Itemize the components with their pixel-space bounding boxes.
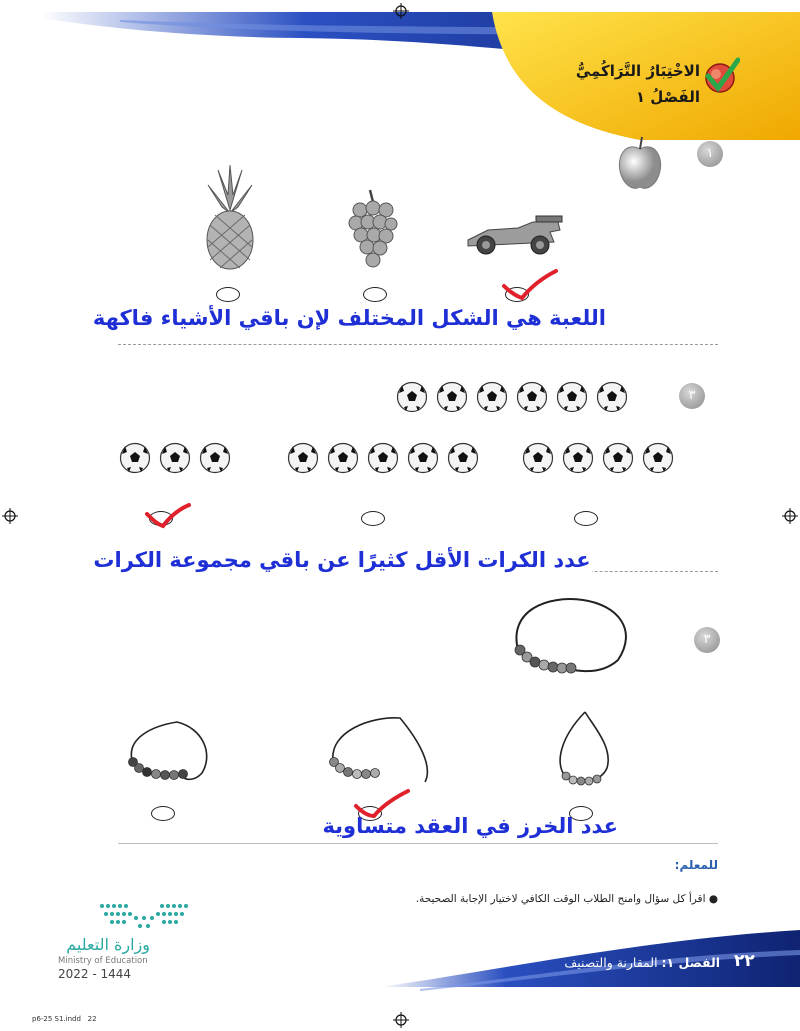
soccer-ball-icon [396, 381, 428, 413]
file-label: p6-25 S1.indd 22 [32, 1015, 97, 1023]
crop-mark-icon [393, 1012, 409, 1028]
grapes-icon [348, 188, 398, 270]
header-title [560, 62, 700, 106]
soccer-ball-icon [367, 442, 399, 474]
crop-mark-icon [782, 508, 798, 524]
soccer-ball-icon [476, 381, 508, 413]
soccer-ball-icon [642, 442, 674, 474]
soccer-ball-icon [556, 381, 588, 413]
answer-option[interactable] [151, 806, 175, 821]
bullet-icon: ● [705, 893, 718, 905]
footer-chapter [500, 955, 720, 970]
soccer-ball-icon [562, 442, 594, 474]
necklace-icon [555, 708, 615, 788]
footer-chapter-title: المقارنة والتصنيف [564, 955, 658, 970]
teacher-note [380, 893, 718, 905]
answer-note: عدد الخرز في العقد متساوية [322, 814, 618, 838]
teacher-note-text: اقرأ كل سؤال وامنح الطلاب الوقت الكافي لاختيار الإجابة الصحيحة. [415, 893, 706, 905]
crop-mark-icon [393, 3, 409, 19]
soccer-ball-icon [327, 442, 359, 474]
answer-note: اللعبة هي الشكل المختلف لإن باقي الأشياء فاكهة [92, 306, 606, 330]
soccer-ball-icon [159, 442, 191, 474]
soccer-ball-icon [119, 442, 151, 474]
answer-option[interactable] [574, 511, 598, 526]
ministry-name-ar: وزارة التعليم [66, 935, 150, 954]
soccer-ball-icon [436, 381, 468, 413]
question-number: ٣ [694, 627, 720, 653]
checkmark-badge-icon [702, 56, 740, 96]
ministry-year: 2022 - 1444 [58, 967, 132, 981]
soccer-ball-icon [447, 442, 479, 474]
necklace-icon [508, 590, 633, 682]
soccer-ball-icon [522, 442, 554, 474]
soccer-ball-icon [199, 442, 231, 474]
necklace-icon [325, 712, 440, 787]
header-title-line1: الاخْتِبَارُ التَّرَاكُمِيُّ [575, 62, 700, 80]
ministry-name-en: Ministry of Education [58, 956, 148, 966]
header-title-line2: الفَصْلُ ١ [635, 88, 700, 106]
divider [118, 843, 718, 844]
divider [118, 344, 718, 345]
soccer-ball-icon [602, 442, 634, 474]
soccer-ball-icon [287, 442, 319, 474]
answer-note: عدد الكرات الأقل كثيرًا عن باقي مجموعة الكرات [93, 548, 591, 572]
answer-option[interactable] [361, 511, 385, 526]
apple-icon [615, 135, 665, 193]
red-check-icon [143, 500, 193, 530]
teacher-heading: للمعلم: [674, 858, 718, 872]
necklace-icon [122, 718, 217, 786]
soccer-ball-icon [596, 381, 628, 413]
crop-mark-icon [2, 508, 18, 524]
soccer-ball-icon [407, 442, 439, 474]
soccer-ball-icon [516, 381, 548, 413]
pineapple-icon [200, 165, 260, 270]
ministry-logo-icon [98, 900, 190, 934]
page-number: ٢٢ [734, 951, 755, 971]
answer-option[interactable] [363, 287, 387, 302]
question-number: ١ [697, 141, 723, 167]
answer-option[interactable] [216, 287, 240, 302]
red-check-icon [500, 268, 560, 303]
question-number: ٣ [679, 383, 705, 409]
race-car-icon [458, 212, 568, 257]
footer-chapter-label: الفصل ١: [661, 955, 720, 970]
